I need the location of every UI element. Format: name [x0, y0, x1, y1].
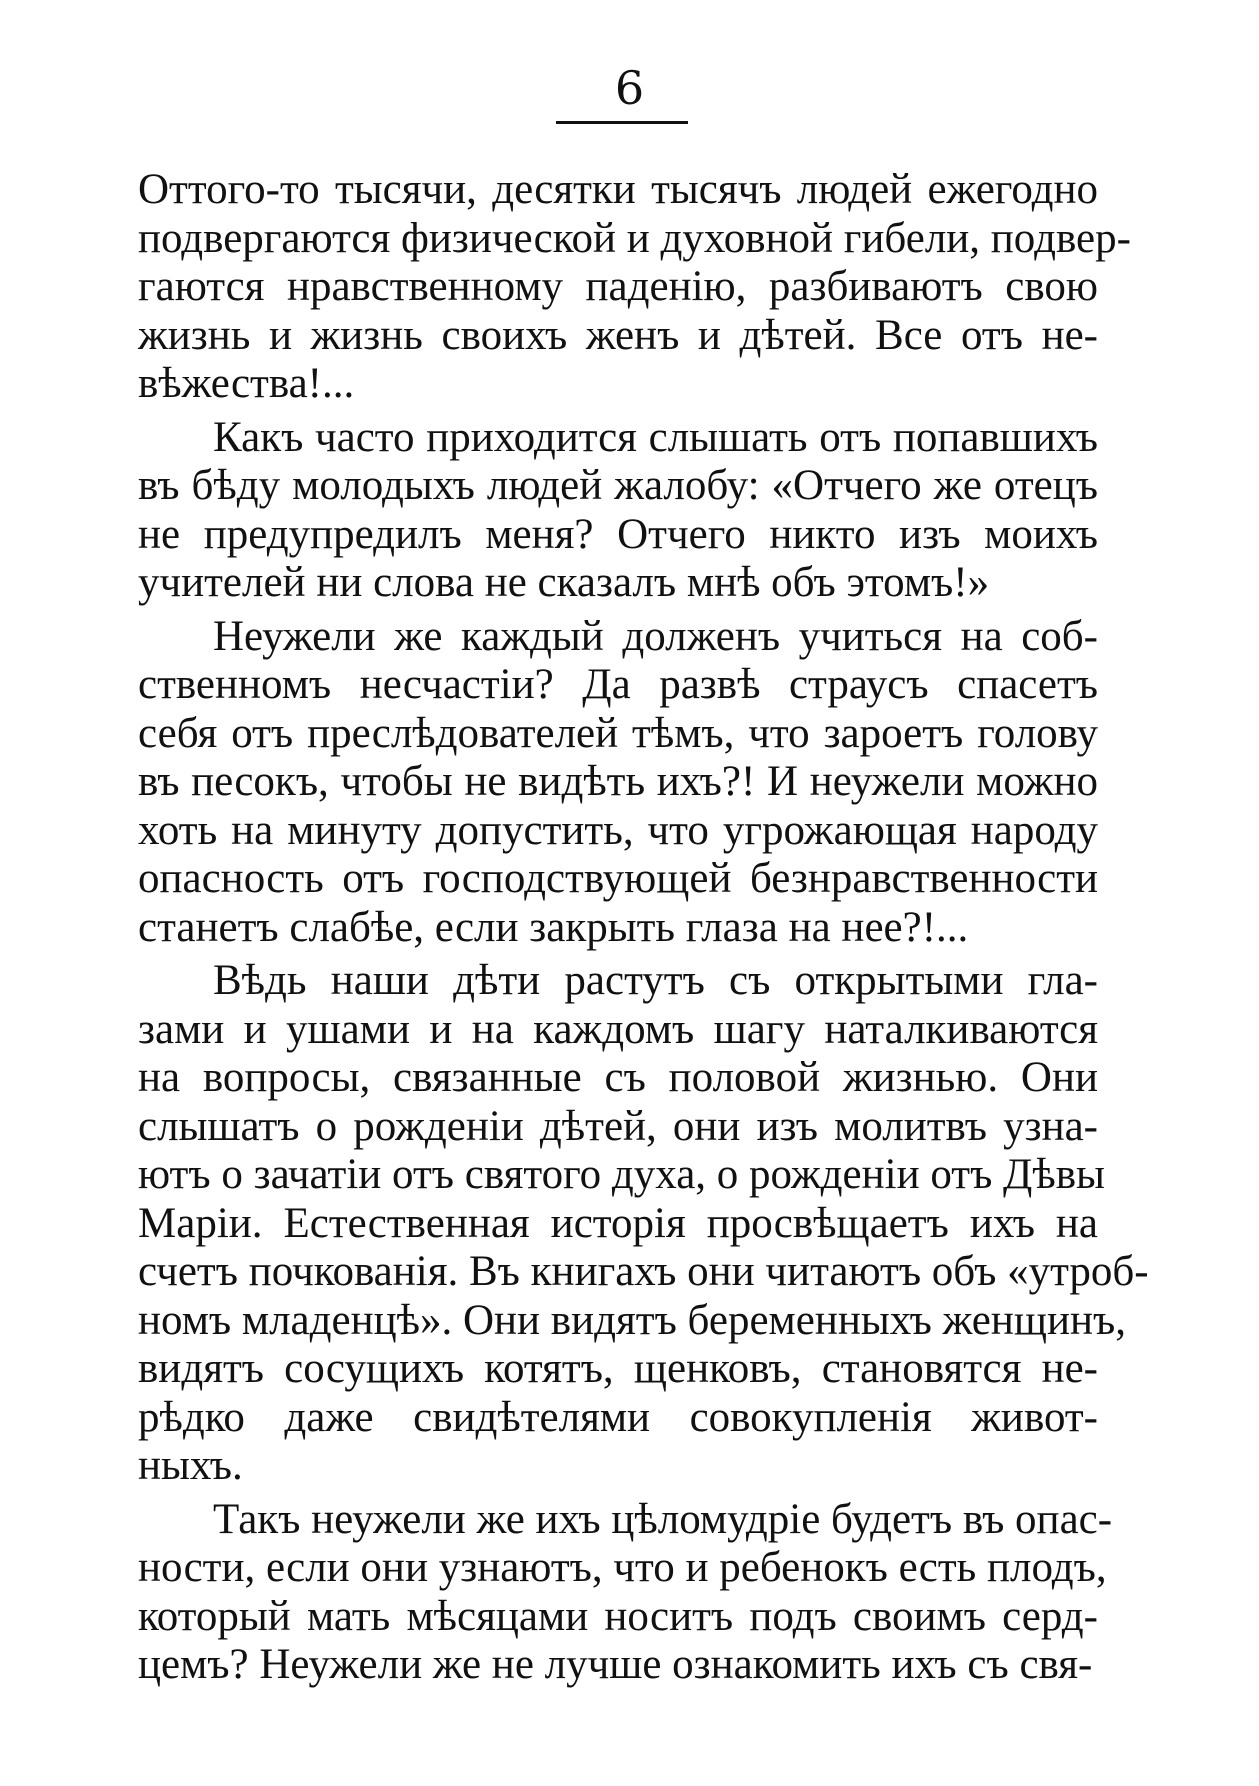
text-line: Такъ неужели же ихъ цѣломудріе будетъ въ опас-	[213, 1495, 1113, 1543]
text-line: въ песокъ, чтобы не видѣть ихъ?! И неужели можно	[138, 758, 1098, 805]
text-line: цемъ? Неужели же не лучше ознакомить ихъ съ свя-	[138, 1641, 1093, 1688]
text-line: Оттого-то тысячи, десятки тысячъ людей ежегодно	[138, 166, 1098, 213]
text-line: себя отъ преслѣдователей тѣмъ, что зароетъ голову	[138, 709, 1098, 757]
text-line: номъ младенцѣ». Они видятъ беременныхъ женщинъ,	[138, 1296, 1126, 1344]
text-line: вѣжества!...	[138, 360, 355, 407]
paragraph	[138, 1495, 1113, 1690]
text-line: ныхъ.	[138, 1442, 243, 1489]
text-line: ственномъ несчастіи? Да развѣ страусъ спасетъ	[138, 661, 1098, 708]
page-number: 6	[614, 61, 645, 115]
paragraph	[138, 613, 1098, 953]
text-line: гаются нравственному паденію, разбиваютъ свою	[138, 263, 1098, 310]
text-line: станетъ слабѣе, если закрыть глаза на нее?!...	[138, 903, 969, 951]
text-line: ности, если они узнаютъ, что и ребенокъ есть плодъ,	[138, 1544, 1107, 1591]
text-line: подвергаются физической и духовной гибели, подвер-	[138, 214, 1131, 262]
paragraph	[138, 166, 1131, 409]
text-line: жизнь и жизнь своихъ женъ и дѣтей. Все отъ не-	[138, 311, 1098, 359]
text-line: на вопросы, связанные съ половой жизнью. Они	[138, 1054, 1098, 1101]
text-line: Какъ часто приходится слышать отъ попавшихъ	[213, 413, 1098, 461]
text-line: счетъ почкованія. Въ книгахъ они читаютъ объ «утроб-	[138, 1248, 1149, 1295]
text-line: рѣдко даже свидѣтелями совокупленія живот-	[138, 1393, 1098, 1441]
text-line: Маріи. Естественная исторія просвѣщаетъ ихъ на	[138, 1199, 1098, 1247]
text-line: ютъ о зачатіи отъ святого духа, о рожденіи отъ Дѣвы	[138, 1151, 1105, 1198]
text-line: слышатъ о рожденіи дѣтей, они изъ молитвъ узна-	[138, 1102, 1098, 1150]
paragraph	[138, 957, 1149, 1491]
text-line: въ бѣду молодыхъ людей жалобу: «Отчего же отецъ	[138, 462, 1098, 509]
paragraph	[138, 414, 1098, 608]
text-line: видятъ сосущихъ котятъ, щенковъ, становятся не-	[138, 1345, 1098, 1392]
text-line: хоть на минуту допустить, что угрожающая народу	[138, 806, 1098, 854]
text-line: не предупредилъ меня? Отчего никто изъ моихъ	[138, 510, 1098, 558]
text-line: который мать мѣсяцами носитъ подъ своимъ серд-	[138, 1592, 1098, 1640]
header-rule	[556, 121, 688, 124]
text-line: Вѣдь наши дѣти растутъ съ открытыми гла-	[213, 957, 1098, 1004]
text-line: опасность отъ господствующей безнравственности	[138, 855, 1098, 902]
text-line: Неужели же каждый долженъ учиться на соб-	[213, 612, 1098, 660]
text-line: учителей ни слова не сказалъ мнѣ объ этомъ!»	[138, 559, 990, 606]
text-line: зами и ушами и на каждомъ шагу наталкиваются	[138, 1005, 1098, 1053]
body-text	[138, 166, 1149, 1695]
